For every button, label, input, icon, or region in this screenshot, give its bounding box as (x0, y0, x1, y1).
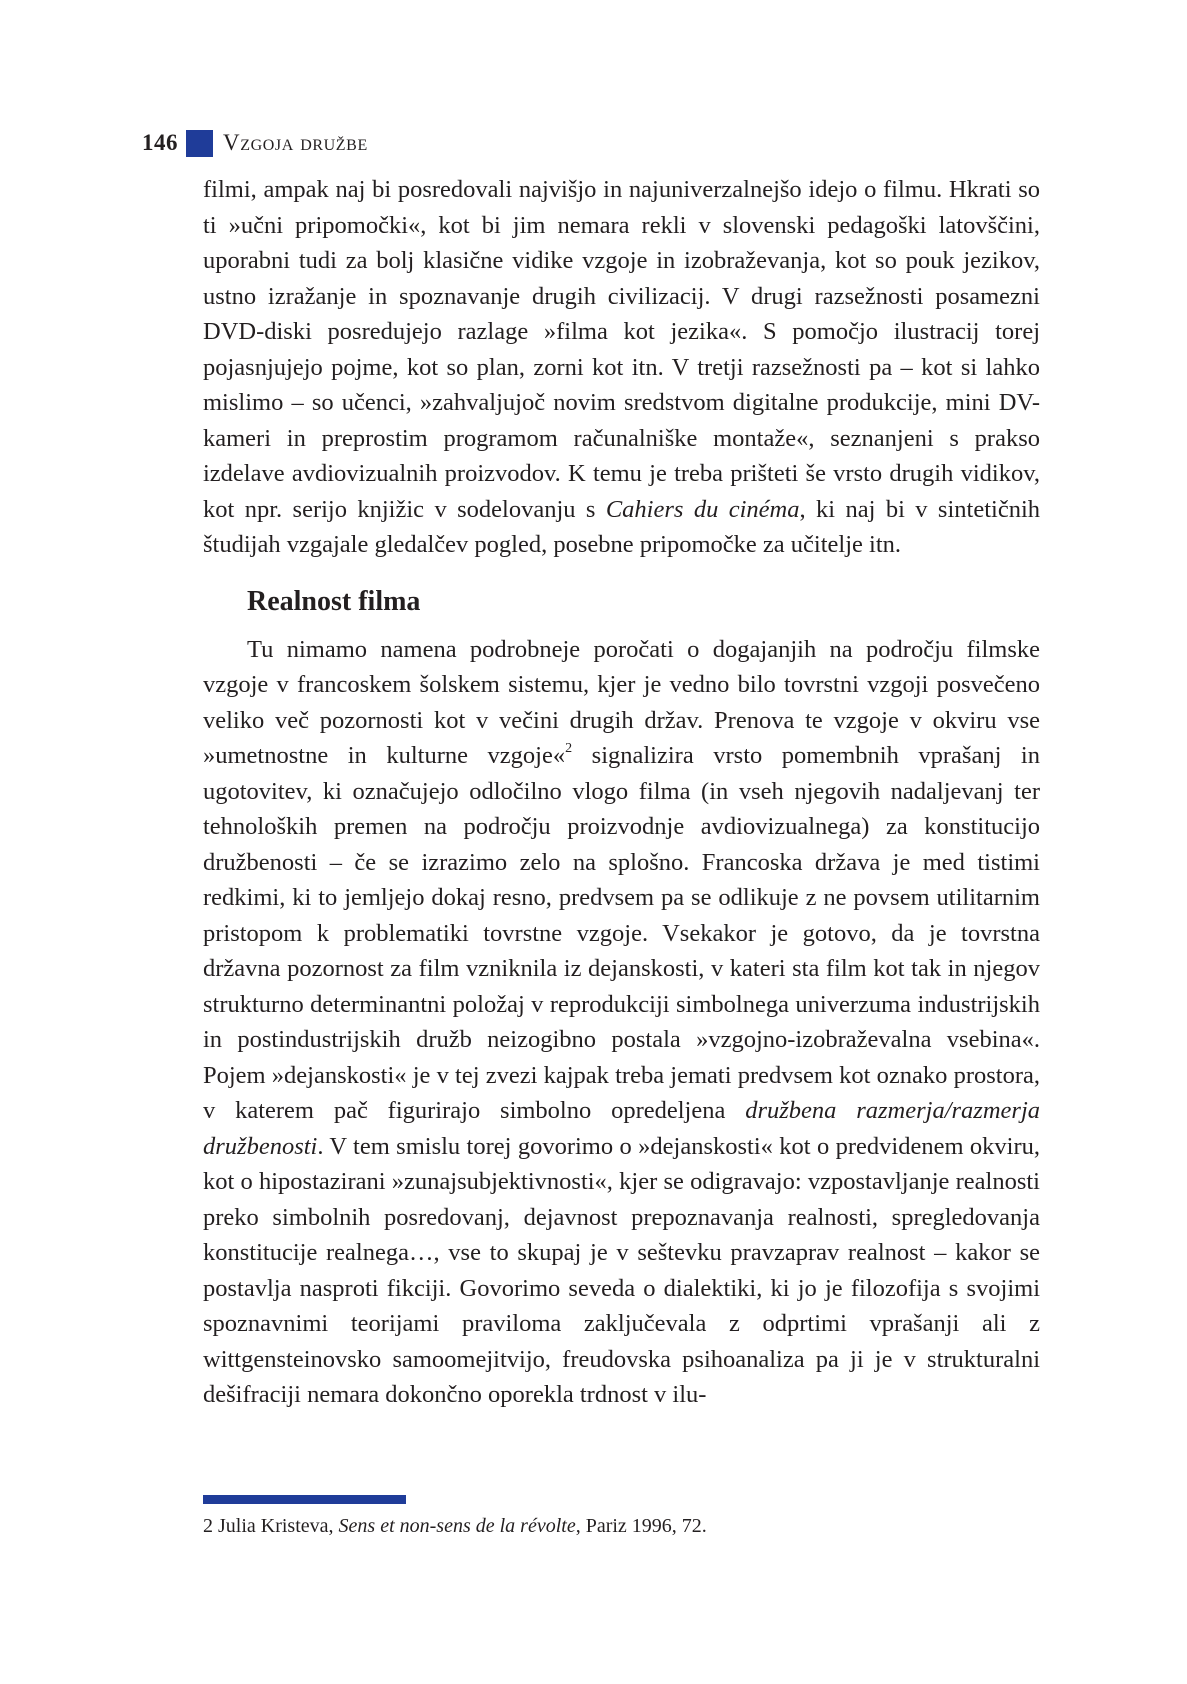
header-square-ornament (186, 130, 213, 157)
paragraph-1-italic-title: Cahiers du cinéma (605, 495, 800, 523)
paragraph-2-text-middle: signalizira vrsto pomembnih vprašanj in ugotovitev, ki označujejo odločilno vlogo filma (in vseh njegovih nadaljevanj ter tehnoloških premen na področju proizvodnje avdiovizualnega) za konstitucijo družbenosti – če se izrazimo zelo na splošno. Francoska država je med tistimi redkimi, ki to jemljejo dokaj resno, predvsem pa se odlikuje z ne povsem utilitarnim pristopom k problematiki tovrstne vzgoje. Vsekakor je gotovo, da je tovrstna državna pozornost za film vzniknila iz dejanskosti, v kateri sta film kot tak in njegov strukturno determinantni položaj v reprodukciji simbolnega univerzuma industrijskih in postindustrijskih družb neizogibno postala »vzgojno-izobraževalna vsebina«. Pojem »dejanskosti« je v tej zvezi kajpak treba jemati predvsem kot oznako prostora, v katerem pač figurirajo simbolno opredeljena (203, 742, 1040, 1124)
footnote-reference: 2 (565, 740, 573, 756)
paragraph-2-italic-phrase: družbena razmerja/razmerja družbenosti (203, 1097, 1040, 1160)
paragraph-1-text-end: , ki naj bi v sintetičnih študijah vzgajale gledalčev pogled, posebne pripomočke za učitelje itn. (203, 495, 1040, 558)
page-header (142, 128, 368, 158)
main-text (203, 172, 1040, 1413)
running-head: Vzgoja družbe (223, 130, 368, 155)
paragraph-1 (203, 172, 1040, 563)
footnote-number: 2 (203, 1515, 213, 1537)
footnote-title: Sens et non-sens de la révolte (338, 1515, 576, 1537)
paragraph-2 (203, 632, 1040, 1413)
footnote (203, 1513, 1040, 1539)
paragraph-2-text-end: . V tem smislu torej govorimo o »dejanskosti« kot o predvidenem okviru, kot o hipostazirani »zunajsubjektivnosti«, kjer se odigravajo: vzpostavljanje realnosti preko simbolnih posredovanj, dejavnost prepoznavanja realnosti, spregledovanja konstitucije realnega…, vse to skupaj je v seštevku pravzaprav realnost – kakor se postavlja nasproti fikciji. Govorimo seveda o dialektiki, ki jo je filozofija s svojimi spoznavnimi teorijami praviloma zaključevala z odprtimi vprašanji ali z wittgensteinovsko samoomejitvijo, freudovska psihoanaliza pa ji je v strukturalni dešifraciji nemara dokončno oporekla trdnost v ilu- (203, 1132, 1040, 1408)
section-heading: Realnost filma (247, 585, 421, 617)
footnote-author: Julia Kristeva, (218, 1515, 334, 1537)
paragraph-1-text: filmi, ampak naj bi posredovali najvišjo in najuniverzalnejšo idejo o filmu. Hkrati so ti »učni pripomočki«, kot bi jim nemara rekli v slovenski pedagoški latovščini, uporabni tudi za bolj klasične vidike vzgoje in izobraževanja, kot so pouk jezikov, ustno izražanje in spoznavanje drugih civilizacij. V drugi razsežnosti posamezni DVD-diski posredujejo razlage »filma kot jezika«. S pomočjo ilustracij torej pojasnjujejo pojme, kot so plan, zorni kot itn. V tretji razsežnosti pa – kot si lahko mislimo – so učenci, »zahvaljujoč novim sredstvom digitalne produkcije, mini DV-kameri in preprostim programom računalniške montaže«, seznanjeni s prakso izdelave avdiovizualnih proizvodov. K temu je treba prišteti še vrsto drugih vidikov, kot npr. serijo knjižic v sodelovanju s (203, 176, 1040, 523)
paragraph-2-text-start: Tu nimamo namena podrobneje poročati o dogajanjih na področju filmske vzgoje v francoskem šolskem sistemu, kjer je vedno bilo tovrstni vzgoji posvečeno veliko več pozornosti kot v večini drugih držav. Prenova te vzgoje v okviru vse »umetnostne in kulturne vzgoje« (203, 635, 1040, 769)
footnote-divider (203, 1495, 406, 1504)
footnote-details: , Pariz 1996, 72. (575, 1515, 707, 1537)
page-number: 146 (142, 130, 178, 155)
